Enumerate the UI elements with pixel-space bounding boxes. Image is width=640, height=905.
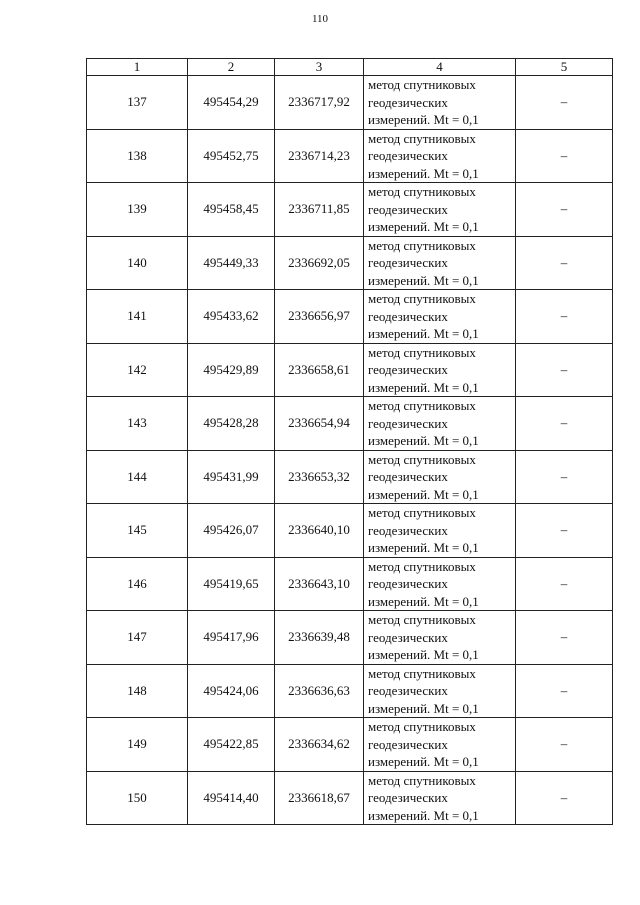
x-coordinate-cell: 495452,75: [188, 129, 275, 183]
y-coordinate-cell: 2336714,23: [275, 129, 364, 183]
method-cell: [364, 343, 516, 397]
column-header: 5: [516, 59, 613, 76]
method-text-line: геодезических: [368, 790, 448, 805]
y-coordinate-cell: 2336654,94: [275, 397, 364, 451]
point-number-cell: 139: [87, 183, 188, 237]
method-cell: [364, 450, 516, 504]
method-text-line: измерений. Mt = 0,1: [368, 219, 479, 234]
note-cell: –: [516, 557, 613, 611]
method-text-line: геодезических: [368, 255, 448, 270]
table-row: [87, 290, 613, 344]
method-text-line: метод спутниковых: [368, 184, 476, 199]
x-coordinate-cell: 495414,40: [188, 771, 275, 825]
method-text-line: метод спутниковых: [368, 612, 476, 627]
x-coordinate-cell: 495429,89: [188, 343, 275, 397]
table-row: [87, 450, 613, 504]
page-number: 110: [311, 13, 329, 25]
note-cell: –: [516, 76, 613, 130]
point-number-cell: 138: [87, 129, 188, 183]
column-header: 1: [87, 59, 188, 76]
method-text-line: измерений. Mt = 0,1: [368, 272, 479, 288]
coordinates-table: [86, 58, 613, 825]
method-cell: [364, 771, 516, 825]
y-coordinate-cell: 2336643,10: [275, 557, 364, 611]
method-text-line: измерений. Mt = 0,1: [368, 540, 479, 555]
note-cell: –: [516, 236, 613, 290]
point-number-cell: 145: [87, 504, 188, 558]
method-text-line: измерений. Mt = 0,1: [368, 486, 479, 502]
note-cell: –: [516, 771, 613, 825]
note-cell: –: [516, 290, 613, 344]
method-text-line: метод спутниковых: [368, 772, 476, 788]
note-cell: –: [516, 183, 613, 237]
method-text-line: геодезических: [368, 736, 448, 752]
note-cell: –: [516, 450, 613, 504]
method-text-line: метод спутниковых: [368, 237, 476, 253]
method-cell: [364, 290, 516, 344]
point-number-cell: 143: [87, 397, 188, 451]
method-text-line: измерений. Mt = 0,1: [368, 326, 479, 341]
method-text-line: измерений. Mt = 0,1: [368, 754, 479, 769]
note-cell: –: [516, 664, 613, 718]
point-number-cell: 147: [87, 611, 188, 665]
method-text-line: измерений. Mt = 0,1: [368, 593, 479, 609]
x-coordinate-cell: 495454,29: [188, 76, 275, 130]
table-row: [87, 771, 613, 825]
y-coordinate-cell: 2336711,85: [275, 183, 364, 237]
method-text-line: геодезических: [368, 576, 448, 591]
x-coordinate-cell: 495449,33: [188, 236, 275, 290]
header-row: [87, 59, 613, 76]
table-row: [87, 236, 613, 290]
method-text-line: измерений. Mt = 0,1: [368, 379, 479, 395]
method-text-line: геодезических: [368, 148, 448, 163]
method-cell: [364, 183, 516, 237]
column-header: 4: [364, 59, 516, 76]
note-cell: –: [516, 504, 613, 558]
y-coordinate-cell: 2336618,67: [275, 771, 364, 825]
table-row: [87, 397, 613, 451]
table-row: [87, 129, 613, 183]
table-row: [87, 76, 613, 130]
method-cell: [364, 557, 516, 611]
column-header: 3: [275, 59, 364, 76]
note-cell: –: [516, 611, 613, 665]
note-cell: –: [516, 129, 613, 183]
point-number-cell: 148: [87, 664, 188, 718]
method-text-line: измерений. Mt = 0,1: [368, 807, 479, 823]
table-row: [87, 504, 613, 558]
note-cell: –: [516, 718, 613, 772]
method-text-line: измерений. Mt = 0,1: [368, 433, 479, 448]
x-coordinate-cell: 495417,96: [188, 611, 275, 665]
method-cell: [364, 76, 516, 130]
method-text-line: метод спутниковых: [368, 451, 476, 467]
method-text-line: метод спутниковых: [368, 291, 476, 306]
y-coordinate-cell: 2336658,61: [275, 343, 364, 397]
x-coordinate-cell: 495419,65: [188, 557, 275, 611]
point-number-cell: 146: [87, 557, 188, 611]
x-coordinate-cell: 495458,45: [188, 183, 275, 237]
method-cell: [364, 718, 516, 772]
point-number-cell: 150: [87, 771, 188, 825]
method-cell: [364, 397, 516, 451]
method-text-line: геодезических: [368, 415, 448, 431]
table-row: [87, 557, 613, 611]
method-text-line: метод спутниковых: [368, 77, 476, 92]
point-number-cell: 142: [87, 343, 188, 397]
note-cell: –: [516, 343, 613, 397]
table-row: [87, 718, 613, 772]
method-cell: [364, 236, 516, 290]
method-text-line: измерений. Mt = 0,1: [368, 647, 479, 662]
method-cell: [364, 611, 516, 665]
point-number-cell: 141: [87, 290, 188, 344]
method-text-line: метод спутниковых: [368, 130, 476, 146]
point-number-cell: 144: [87, 450, 188, 504]
x-coordinate-cell: 495424,06: [188, 664, 275, 718]
table-row: [87, 611, 613, 665]
method-text-line: метод спутниковых: [368, 719, 476, 734]
point-number-cell: 149: [87, 718, 188, 772]
table-row: [87, 343, 613, 397]
y-coordinate-cell: 2336717,92: [275, 76, 364, 130]
method-text-line: геодезических: [368, 94, 448, 110]
point-number-cell: 137: [87, 76, 188, 130]
method-text-line: геодезических: [368, 469, 448, 484]
table-row: [87, 664, 613, 718]
y-coordinate-cell: 2336639,48: [275, 611, 364, 665]
y-coordinate-cell: 2336656,97: [275, 290, 364, 344]
method-text-line: геодезических: [368, 308, 448, 324]
y-coordinate-cell: 2336640,10: [275, 504, 364, 558]
method-text-line: геодезических: [368, 683, 448, 698]
method-cell: [364, 129, 516, 183]
x-coordinate-cell: 495422,85: [188, 718, 275, 772]
table-body: [87, 76, 613, 825]
method-text-line: геодезических: [368, 201, 448, 217]
method-text-line: метод спутниковых: [368, 665, 476, 681]
method-text-line: геодезических: [368, 629, 448, 645]
y-coordinate-cell: 2336636,63: [275, 664, 364, 718]
x-coordinate-cell: 495428,28: [188, 397, 275, 451]
method-text-line: геодезических: [368, 362, 448, 377]
y-coordinate-cell: 2336634,62: [275, 718, 364, 772]
x-coordinate-cell: 495426,07: [188, 504, 275, 558]
table-row: [87, 183, 613, 237]
method-text-line: метод спутниковых: [368, 344, 476, 360]
note-cell: –: [516, 397, 613, 451]
method-text-line: метод спутниковых: [368, 505, 476, 520]
y-coordinate-cell: 2336653,32: [275, 450, 364, 504]
method-text-line: метод спутниковых: [368, 398, 476, 413]
x-coordinate-cell: 495431,99: [188, 450, 275, 504]
method-text-line: измерений. Mt = 0,1: [368, 165, 479, 181]
x-coordinate-cell: 495433,62: [188, 290, 275, 344]
method-cell: [364, 504, 516, 558]
method-text-line: измерений. Mt = 0,1: [368, 112, 479, 127]
y-coordinate-cell: 2336692,05: [275, 236, 364, 290]
column-header: 2: [188, 59, 275, 76]
method-text-line: метод спутниковых: [368, 558, 476, 574]
point-number-cell: 140: [87, 236, 188, 290]
method-text-line: геодезических: [368, 522, 448, 538]
method-cell: [364, 664, 516, 718]
method-text-line: измерений. Mt = 0,1: [368, 700, 479, 716]
